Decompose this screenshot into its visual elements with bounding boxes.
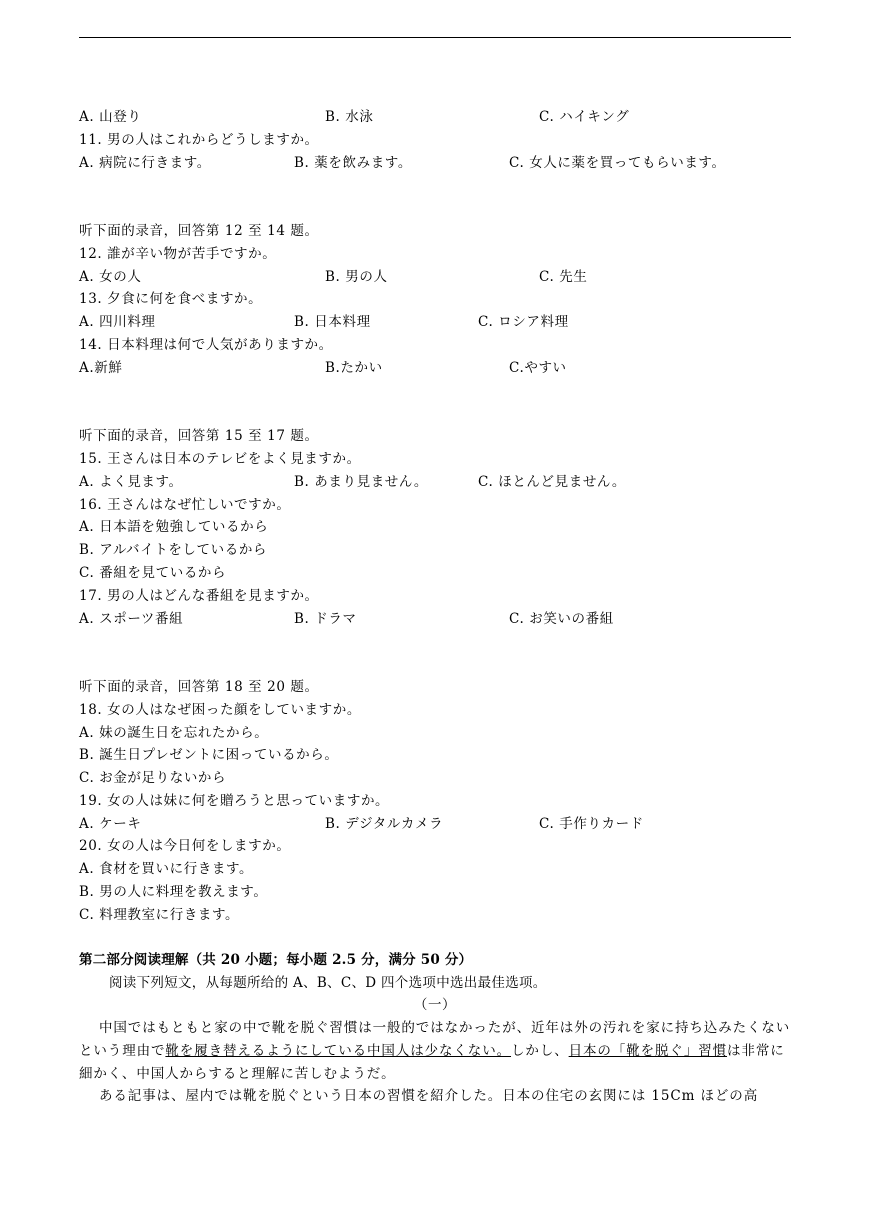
q12-option-b: B. 男の人 bbox=[325, 269, 388, 285]
q18-option-b: B. 誕生日プレゼントに困っているから。 bbox=[79, 747, 339, 763]
section-15-17-heading: 听下面的录音，回答第 15 至 17 题。 bbox=[79, 428, 319, 444]
q10-option-c: C. ハイキング bbox=[539, 109, 630, 125]
q20-option-a: A. 食材を買いに行きます。 bbox=[79, 861, 254, 877]
q16-question: 16. 王さんはなぜ忙しいですか。 bbox=[79, 497, 291, 513]
q17-question: 17. 男の人はどんな番組を見ますか。 bbox=[79, 588, 319, 604]
q14-option-b: B.たかい bbox=[325, 360, 383, 376]
q11-option-a: A. 病院に行きます。 bbox=[79, 155, 211, 171]
q15-option-b: B. あまり見ません。 bbox=[294, 474, 428, 490]
header-rule bbox=[79, 37, 791, 38]
q19-question: 19. 女の人は妹に何を贈ろうと思っていますか。 bbox=[79, 793, 390, 809]
q11-option-b: B. 薬を飲みます。 bbox=[294, 155, 412, 171]
passage-paragraph-1 bbox=[79, 1017, 791, 1086]
q18-option-a: A. 妹の誕生日を忘れたから。 bbox=[79, 725, 269, 741]
q15-option-a: A. よく見ます。 bbox=[79, 474, 183, 490]
q12-question: 12. 誰が辛い物が苦手ですか。 bbox=[79, 246, 277, 262]
q18-option-c: C. お金が足りないから bbox=[79, 770, 227, 786]
q19-option-b: B. デジタルカメラ bbox=[325, 816, 444, 832]
q13-question: 13. 夕食に何を食べますか。 bbox=[79, 291, 263, 307]
q11-question: 11. 男の人はこれからどうしますか。 bbox=[79, 132, 319, 148]
q16-option-c: C. 番組を見ているから bbox=[79, 565, 227, 581]
q10-option-a: A. 山登り bbox=[79, 109, 142, 125]
passage-p1-underline-1: 靴を履き替えるようにしている中国人は少なくない。 bbox=[165, 1043, 512, 1059]
q15-option-c: C. ほとんど見ません。 bbox=[478, 474, 626, 490]
q15-question: 15. 王さんは日本のテレビをよく見ますか。 bbox=[79, 451, 361, 467]
q17-option-a: A. スポーツ番組 bbox=[79, 611, 184, 627]
q19-option-c: C. 手作りカード bbox=[539, 816, 644, 832]
q14-option-c: C.やすい bbox=[509, 360, 567, 376]
q20-option-b: B. 男の人に料理を教えます。 bbox=[79, 884, 268, 900]
part2-title: 第二部分阅读理解（共 20 小题；每小题 2.5 分，满分 50 分） bbox=[79, 952, 473, 968]
q16-option-b: B. アルバイトをしているから bbox=[79, 542, 268, 558]
q17-option-b: B. ドラマ bbox=[294, 611, 357, 627]
q11-option-c: C. 女人に薬を買ってもらいます。 bbox=[509, 155, 726, 171]
q12-option-a: A. 女の人 bbox=[79, 269, 142, 285]
passage-paragraph-2: ある記事は、屋内では靴を脱ぐという日本の習慣を紹介した。日本の住宅の玄関には 15Cm ほどの高 bbox=[99, 1088, 759, 1104]
passage-p1-text-c: は非常に細かく、中国人からすると理解に苦しむようだ。 bbox=[79, 1043, 785, 1082]
q18-question: 18. 女の人はなぜ困った顔をしていますか。 bbox=[79, 702, 361, 718]
q19-option-a: A. ケーキ bbox=[79, 816, 142, 832]
q13-option-b: B. 日本料理 bbox=[294, 314, 371, 330]
section-12-14-heading: 听下面的录音，回答第 12 至 14 题。 bbox=[79, 223, 319, 239]
q14-option-a: A.新鮮 bbox=[79, 360, 123, 376]
q13-option-c: C. ロシア料理 bbox=[478, 314, 569, 330]
passage-p1-text-a: 中国ではもともと家の中で靴を脱ぐ習慣は一般的ではなかったが、近年は外の汚れを家に持ち込みたくないという理由で bbox=[79, 1020, 791, 1059]
q13-option-a: A. 四川料理 bbox=[79, 314, 156, 330]
q20-question: 20. 女の人は今日何をしますか。 bbox=[79, 838, 291, 854]
q12-option-c: C. 先生 bbox=[539, 269, 588, 285]
passage-p1-text-b: しかし、 bbox=[511, 1043, 569, 1059]
q10-option-b: B. 水泳 bbox=[325, 109, 374, 125]
section-18-20-heading: 听下面的录音，回答第 18 至 20 题。 bbox=[79, 679, 319, 695]
section-number: （一） bbox=[413, 997, 457, 1013]
passage-p1-underline-2: 日本の「靴を脱ぐ」習慣 bbox=[568, 1043, 728, 1059]
part2-instruction: 阅读下列短文，从每题所给的 A、B、C、D 四个选项中选出最佳选项。 bbox=[109, 975, 547, 991]
q14-question: 14. 日本料理は何で人気がありますか。 bbox=[79, 337, 333, 353]
q20-option-c: C. 料理教室に行きます。 bbox=[79, 907, 240, 923]
q16-option-a: A. 日本語を勉強しているから bbox=[79, 519, 269, 535]
q17-option-c: C. お笑いの番組 bbox=[509, 611, 614, 627]
